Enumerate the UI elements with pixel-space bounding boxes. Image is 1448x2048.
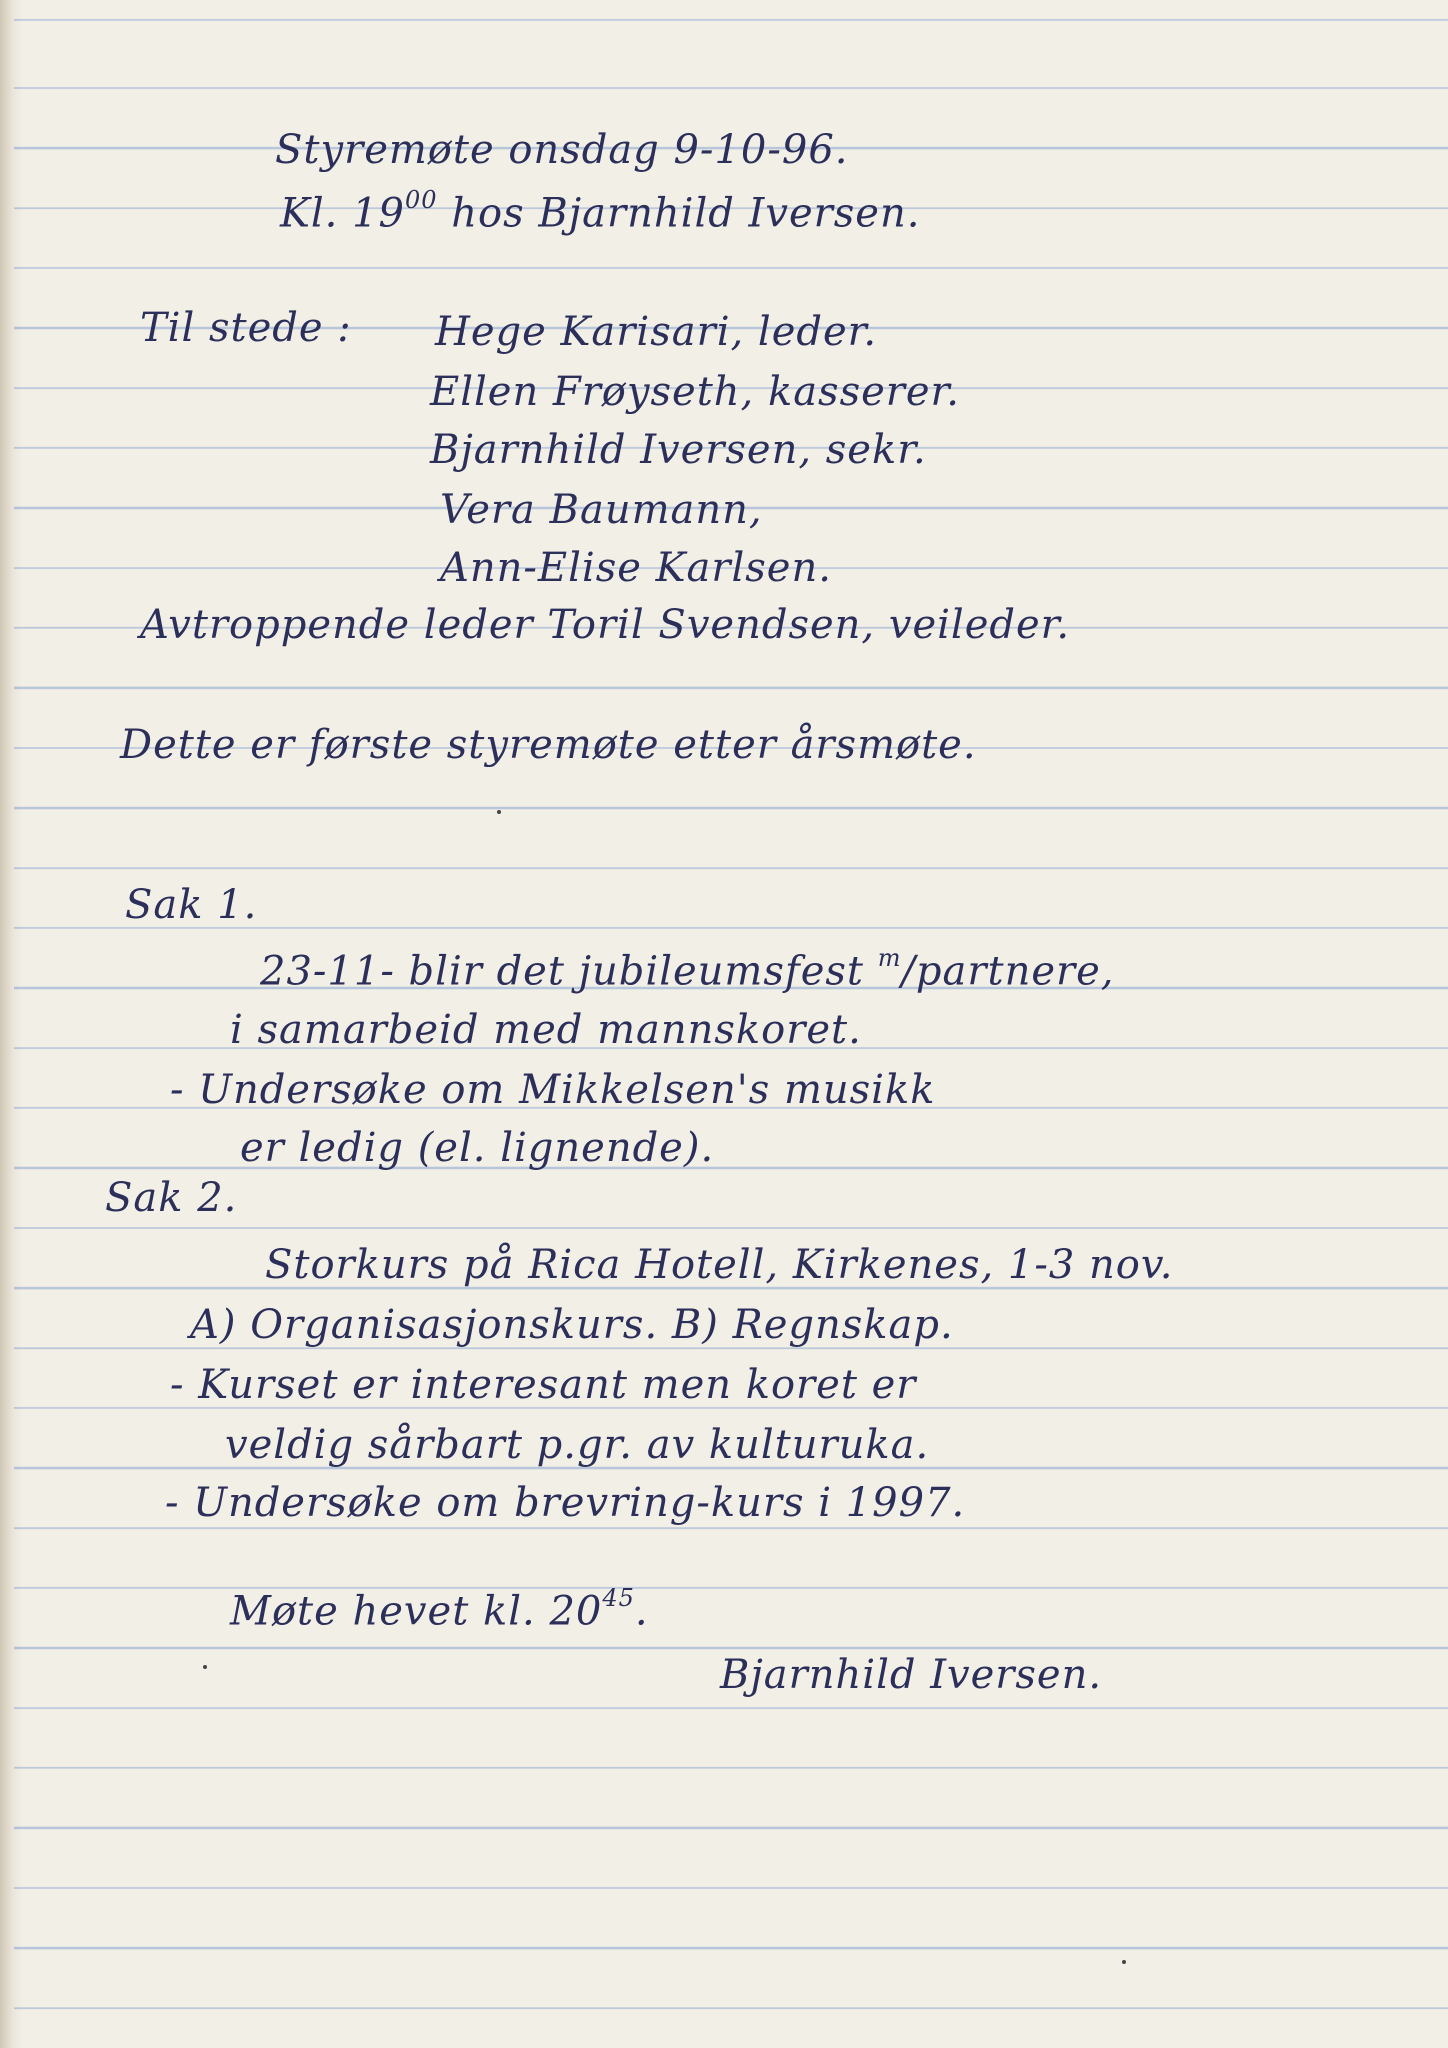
sak1-line-4: er ledig (el. lignende). [240, 1125, 715, 1171]
attendance-member: Vera Baumann, [440, 487, 763, 533]
header-line-1: Styremøte onsdag 9-10-96. [275, 127, 849, 173]
sak2-line-3: - Kurset er interesant men koret er [170, 1362, 917, 1408]
attendance-member: Ann-Elise Karlsen. [440, 545, 832, 591]
sak1-line-2: i samarbeid med mannskoret. [230, 1007, 862, 1053]
signature: Bjarnhild Iversen. [720, 1652, 1103, 1698]
attendance-member: Bjarnhild Iversen, sekr. [430, 427, 927, 473]
meeting-closed-prefix: Møte hevet kl. 20 [230, 1588, 603, 1635]
attendance-label: Til stede : [140, 305, 352, 351]
sak1-line-1-suffix: /partnere, [901, 948, 1115, 995]
ink-speck [1122, 1960, 1126, 1964]
sak1-line-1-prefix: 23-11- blir det jubileumsfest [260, 948, 878, 995]
attendance-member: Hege Karisari, leder. [435, 309, 878, 355]
departing-leader-line: Avtroppende leder Toril Svendsen, veileder. [140, 602, 1071, 648]
sak2-line-5: - Undersøke om brevring-kurs i 1997. [165, 1480, 966, 1526]
meeting-closed-line [230, 1584, 649, 1635]
header-time-sup: 00 [405, 186, 438, 214]
meeting-closed-sup: 45 [602, 1584, 635, 1612]
sak1-line-1-sup: m [877, 944, 902, 972]
meeting-closed-suffix: . [634, 1588, 649, 1635]
sak2-line-2: A) Organisasjonskurs. B) Regnskap. [190, 1302, 954, 1348]
ink-speck [497, 810, 501, 814]
sak1-line-1 [260, 944, 1115, 995]
sak1-line-3: - Undersøke om Mikkelsen's musikk [170, 1067, 936, 1113]
intro-line: Dette er første styremøte etter årsmøte. [120, 722, 977, 768]
page-binding-edge [0, 0, 14, 2048]
attendance-member: Ellen Frøyseth, kasserer. [430, 369, 960, 415]
sak2-line-4: veldig sårbart p.gr. av kulturuka. [225, 1422, 930, 1468]
ink-speck [203, 1665, 207, 1669]
header-time-suffix: hos Bjarnhild Iversen. [437, 190, 921, 237]
header-line-2 [280, 186, 921, 237]
sak1-heading: Sak 1. [125, 882, 258, 928]
sak2-heading: Sak 2. [105, 1175, 238, 1221]
sak2-line-1: Storkurs på Rica Hotell, Kirkenes, 1-3 nov. [265, 1242, 1174, 1288]
header-time-prefix: Kl. 19 [280, 190, 406, 237]
